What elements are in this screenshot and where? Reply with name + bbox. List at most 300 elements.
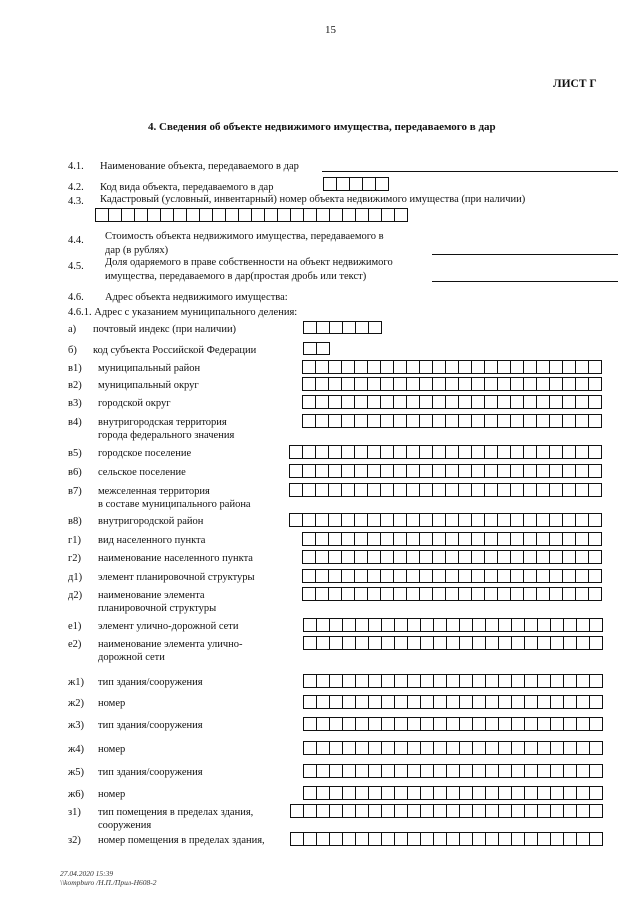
char-box[interactable] <box>471 360 485 374</box>
char-box[interactable] <box>589 618 603 632</box>
char-box[interactable] <box>380 395 394 409</box>
char-box[interactable] <box>562 464 576 478</box>
char-box[interactable] <box>445 377 459 391</box>
char-box[interactable] <box>302 532 316 546</box>
char-box[interactable] <box>289 445 303 459</box>
char-box[interactable] <box>355 618 369 632</box>
char-box[interactable] <box>316 695 330 709</box>
char-box[interactable] <box>511 717 525 731</box>
char-box[interactable] <box>341 532 355 546</box>
char-box[interactable] <box>303 674 317 688</box>
char-box[interactable] <box>458 464 472 478</box>
char-box[interactable] <box>537 804 551 818</box>
char-box[interactable] <box>550 741 564 755</box>
char-box[interactable] <box>406 532 420 546</box>
char-box[interactable] <box>315 395 329 409</box>
char-box[interactable] <box>511 674 525 688</box>
char-box[interactable] <box>328 569 342 583</box>
char-box[interactable] <box>524 674 538 688</box>
address-field-boxes[interactable] <box>302 550 602 564</box>
char-box[interactable] <box>472 764 486 778</box>
char-box[interactable] <box>459 674 473 688</box>
char-box[interactable] <box>562 377 576 391</box>
char-box[interactable] <box>355 804 369 818</box>
char-box[interactable] <box>406 395 420 409</box>
char-box[interactable] <box>368 804 382 818</box>
char-box[interactable] <box>497 483 511 497</box>
char-box[interactable] <box>562 483 576 497</box>
char-box[interactable] <box>432 569 446 583</box>
char-box[interactable] <box>511 695 525 709</box>
char-box[interactable] <box>459 832 473 846</box>
char-box[interactable] <box>393 532 407 546</box>
char-box[interactable] <box>134 208 148 222</box>
char-box[interactable] <box>316 342 330 355</box>
char-box[interactable] <box>419 360 433 374</box>
char-box[interactable] <box>523 377 537 391</box>
char-box[interactable] <box>419 377 433 391</box>
char-box[interactable] <box>302 395 316 409</box>
char-box[interactable] <box>394 741 408 755</box>
char-box[interactable] <box>458 360 472 374</box>
char-box[interactable] <box>381 717 395 731</box>
char-box[interactable] <box>302 513 316 527</box>
char-box[interactable] <box>381 674 395 688</box>
char-box[interactable] <box>329 208 343 222</box>
char-box[interactable] <box>367 377 381 391</box>
char-box[interactable] <box>394 832 408 846</box>
char-box[interactable] <box>459 741 473 755</box>
char-box[interactable] <box>523 532 537 546</box>
char-box[interactable] <box>523 395 537 409</box>
char-box[interactable] <box>536 513 550 527</box>
char-box[interactable] <box>549 483 563 497</box>
char-box[interactable] <box>484 532 498 546</box>
char-box[interactable] <box>355 208 369 222</box>
char-box[interactable] <box>562 569 576 583</box>
char-box[interactable] <box>419 445 433 459</box>
char-box[interactable] <box>498 695 512 709</box>
char-box[interactable] <box>510 532 524 546</box>
char-box[interactable] <box>432 532 446 546</box>
char-box[interactable] <box>394 764 408 778</box>
address-field-boxes[interactable] <box>303 741 603 755</box>
char-box[interactable] <box>510 513 524 527</box>
char-box[interactable] <box>381 786 395 800</box>
char-box[interactable] <box>576 674 590 688</box>
char-box[interactable] <box>328 513 342 527</box>
address-field-boxes[interactable] <box>289 445 602 459</box>
address-field-boxes[interactable] <box>303 717 603 731</box>
address-field-boxes[interactable] <box>289 513 602 527</box>
char-box[interactable] <box>550 636 564 650</box>
char-box[interactable] <box>406 569 420 583</box>
char-box[interactable] <box>354 377 368 391</box>
char-box[interactable] <box>536 395 550 409</box>
char-box[interactable] <box>303 741 317 755</box>
char-box[interactable] <box>302 414 316 428</box>
char-box[interactable] <box>523 587 537 601</box>
char-box[interactable] <box>498 618 512 632</box>
char-box[interactable] <box>524 804 538 818</box>
char-box[interactable] <box>95 208 109 222</box>
char-box[interactable] <box>380 483 394 497</box>
char-box[interactable] <box>523 513 537 527</box>
address-field-boxes[interactable] <box>290 832 603 846</box>
char-box[interactable] <box>355 764 369 778</box>
char-box[interactable] <box>432 445 446 459</box>
char-box[interactable] <box>498 786 512 800</box>
char-box[interactable] <box>419 464 433 478</box>
char-box[interactable] <box>589 695 603 709</box>
char-box[interactable] <box>303 321 317 334</box>
char-box[interactable] <box>497 569 511 583</box>
char-box[interactable] <box>406 513 420 527</box>
char-box[interactable] <box>562 550 576 564</box>
char-box[interactable] <box>537 764 551 778</box>
char-box[interactable] <box>433 674 447 688</box>
char-box[interactable] <box>238 208 252 222</box>
char-box[interactable] <box>588 360 602 374</box>
char-box[interactable] <box>342 695 356 709</box>
char-box[interactable] <box>381 695 395 709</box>
char-box[interactable] <box>394 636 408 650</box>
char-box[interactable] <box>328 414 342 428</box>
char-box[interactable] <box>588 569 602 583</box>
char-box[interactable] <box>484 464 498 478</box>
char-box[interactable] <box>459 636 473 650</box>
char-box[interactable] <box>354 550 368 564</box>
object-value-field[interactable] <box>432 254 618 255</box>
char-box[interactable] <box>420 717 434 731</box>
char-box[interactable] <box>354 569 368 583</box>
char-box[interactable] <box>537 717 551 731</box>
char-box[interactable] <box>342 618 356 632</box>
char-box[interactable] <box>537 695 551 709</box>
char-box[interactable] <box>537 786 551 800</box>
char-box[interactable] <box>497 550 511 564</box>
char-box[interactable] <box>524 717 538 731</box>
address-field-boxes[interactable] <box>290 804 603 818</box>
char-box[interactable] <box>471 395 485 409</box>
char-box[interactable] <box>536 464 550 478</box>
address-field-boxes[interactable] <box>303 342 330 355</box>
char-box[interactable] <box>315 483 329 497</box>
char-box[interactable] <box>302 550 316 564</box>
char-box[interactable] <box>367 569 381 583</box>
char-box[interactable] <box>316 832 330 846</box>
char-box[interactable] <box>484 569 498 583</box>
char-box[interactable] <box>367 587 381 601</box>
char-box[interactable] <box>354 414 368 428</box>
char-box[interactable] <box>446 695 460 709</box>
char-box[interactable] <box>289 513 303 527</box>
char-box[interactable] <box>458 445 472 459</box>
char-box[interactable] <box>524 695 538 709</box>
char-box[interactable] <box>342 804 356 818</box>
char-box[interactable] <box>588 414 602 428</box>
char-box[interactable] <box>536 414 550 428</box>
char-box[interactable] <box>497 464 511 478</box>
char-box[interactable] <box>510 395 524 409</box>
char-box[interactable] <box>575 464 589 478</box>
char-box[interactable] <box>432 587 446 601</box>
char-box[interactable] <box>575 414 589 428</box>
char-box[interactable] <box>316 717 330 731</box>
char-box[interactable] <box>549 414 563 428</box>
address-field-boxes[interactable] <box>303 786 603 800</box>
char-box[interactable] <box>419 395 433 409</box>
char-box[interactable] <box>368 717 382 731</box>
char-box[interactable] <box>485 741 499 755</box>
char-box[interactable] <box>471 445 485 459</box>
char-box[interactable] <box>485 695 499 709</box>
char-box[interactable] <box>160 208 174 222</box>
char-box[interactable] <box>406 377 420 391</box>
char-box[interactable] <box>576 764 590 778</box>
char-box[interactable] <box>354 445 368 459</box>
char-box[interactable] <box>433 764 447 778</box>
char-box[interactable] <box>550 695 564 709</box>
char-box[interactable] <box>562 587 576 601</box>
char-box[interactable] <box>524 832 538 846</box>
char-box[interactable] <box>290 832 304 846</box>
char-box[interactable] <box>354 532 368 546</box>
char-box[interactable] <box>368 636 382 650</box>
char-box[interactable] <box>380 464 394 478</box>
char-box[interactable] <box>393 377 407 391</box>
char-box[interactable] <box>575 360 589 374</box>
char-box[interactable] <box>329 804 343 818</box>
char-box[interactable] <box>588 587 602 601</box>
char-box[interactable] <box>446 764 460 778</box>
char-box[interactable] <box>316 636 330 650</box>
char-box[interactable] <box>563 764 577 778</box>
char-box[interactable] <box>549 532 563 546</box>
cadastral-number-boxes[interactable] <box>95 208 408 222</box>
char-box[interactable] <box>328 360 342 374</box>
char-box[interactable] <box>446 717 460 731</box>
char-box[interactable] <box>303 636 317 650</box>
char-box[interactable] <box>341 587 355 601</box>
char-box[interactable] <box>407 764 421 778</box>
char-box[interactable] <box>354 360 368 374</box>
char-box[interactable] <box>368 764 382 778</box>
char-box[interactable] <box>549 445 563 459</box>
char-box[interactable] <box>523 483 537 497</box>
object-type-code-boxes[interactable] <box>323 177 389 191</box>
char-box[interactable] <box>355 674 369 688</box>
char-box[interactable] <box>342 764 356 778</box>
char-box[interactable] <box>484 513 498 527</box>
char-box[interactable] <box>342 321 356 334</box>
char-box[interactable] <box>380 513 394 527</box>
char-box[interactable] <box>420 636 434 650</box>
char-box[interactable] <box>432 360 446 374</box>
address-field-boxes[interactable] <box>302 377 602 391</box>
char-box[interactable] <box>575 532 589 546</box>
char-box[interactable] <box>563 804 577 818</box>
char-box[interactable] <box>497 377 511 391</box>
char-box[interactable] <box>510 445 524 459</box>
char-box[interactable] <box>471 483 485 497</box>
char-box[interactable] <box>316 741 330 755</box>
char-box[interactable] <box>407 717 421 731</box>
char-box[interactable] <box>329 321 343 334</box>
char-box[interactable] <box>446 832 460 846</box>
char-box[interactable] <box>589 804 603 818</box>
char-box[interactable] <box>445 587 459 601</box>
char-box[interactable] <box>498 636 512 650</box>
address-field-boxes[interactable] <box>302 360 602 374</box>
char-box[interactable] <box>562 513 576 527</box>
char-box[interactable] <box>394 717 408 731</box>
char-box[interactable] <box>302 464 316 478</box>
char-box[interactable] <box>458 569 472 583</box>
char-box[interactable] <box>302 587 316 601</box>
char-box[interactable] <box>549 360 563 374</box>
char-box[interactable] <box>589 636 603 650</box>
char-box[interactable] <box>484 377 498 391</box>
char-box[interactable] <box>302 360 316 374</box>
char-box[interactable] <box>588 513 602 527</box>
char-box[interactable] <box>367 464 381 478</box>
char-box[interactable] <box>289 483 303 497</box>
char-box[interactable] <box>354 483 368 497</box>
char-box[interactable] <box>536 377 550 391</box>
char-box[interactable] <box>315 550 329 564</box>
char-box[interactable] <box>420 695 434 709</box>
char-box[interactable] <box>446 804 460 818</box>
char-box[interactable] <box>433 618 447 632</box>
char-box[interactable] <box>341 550 355 564</box>
char-box[interactable] <box>550 786 564 800</box>
char-box[interactable] <box>316 674 330 688</box>
char-box[interactable] <box>588 464 602 478</box>
char-box[interactable] <box>458 414 472 428</box>
char-box[interactable] <box>497 395 511 409</box>
char-box[interactable] <box>394 674 408 688</box>
char-box[interactable] <box>328 395 342 409</box>
char-box[interactable] <box>367 360 381 374</box>
char-box[interactable] <box>445 513 459 527</box>
char-box[interactable] <box>445 360 459 374</box>
char-box[interactable] <box>381 636 395 650</box>
char-box[interactable] <box>458 587 472 601</box>
char-box[interactable] <box>471 569 485 583</box>
char-box[interactable] <box>186 208 200 222</box>
char-box[interactable] <box>484 483 498 497</box>
char-box[interactable] <box>471 550 485 564</box>
char-box[interactable] <box>511 636 525 650</box>
char-box[interactable] <box>536 569 550 583</box>
char-box[interactable] <box>316 321 330 334</box>
char-box[interactable] <box>472 741 486 755</box>
char-box[interactable] <box>375 177 389 191</box>
char-box[interactable] <box>588 377 602 391</box>
char-box[interactable] <box>563 832 577 846</box>
char-box[interactable] <box>380 550 394 564</box>
char-box[interactable] <box>485 636 499 650</box>
char-box[interactable] <box>406 464 420 478</box>
char-box[interactable] <box>510 569 524 583</box>
char-box[interactable] <box>393 550 407 564</box>
char-box[interactable] <box>349 177 363 191</box>
char-box[interactable] <box>484 414 498 428</box>
char-box[interactable] <box>472 786 486 800</box>
char-box[interactable] <box>537 618 551 632</box>
char-box[interactable] <box>511 804 525 818</box>
address-field-boxes[interactable] <box>303 321 382 334</box>
char-box[interactable] <box>393 587 407 601</box>
char-box[interactable] <box>588 550 602 564</box>
char-box[interactable] <box>406 587 420 601</box>
char-box[interactable] <box>277 208 291 222</box>
char-box[interactable] <box>368 741 382 755</box>
char-box[interactable] <box>406 550 420 564</box>
char-box[interactable] <box>329 695 343 709</box>
char-box[interactable] <box>380 532 394 546</box>
char-box[interactable] <box>406 360 420 374</box>
char-box[interactable] <box>407 674 421 688</box>
char-box[interactable] <box>406 483 420 497</box>
char-box[interactable] <box>432 550 446 564</box>
char-box[interactable] <box>550 764 564 778</box>
char-box[interactable] <box>432 377 446 391</box>
char-box[interactable] <box>316 804 330 818</box>
char-box[interactable] <box>420 786 434 800</box>
char-box[interactable] <box>419 569 433 583</box>
char-box[interactable] <box>458 550 472 564</box>
char-box[interactable] <box>576 618 590 632</box>
char-box[interactable] <box>328 377 342 391</box>
char-box[interactable] <box>510 414 524 428</box>
char-box[interactable] <box>510 587 524 601</box>
char-box[interactable] <box>575 395 589 409</box>
char-box[interactable] <box>303 342 317 355</box>
char-box[interactable] <box>303 618 317 632</box>
char-box[interactable] <box>355 741 369 755</box>
char-box[interactable] <box>549 587 563 601</box>
char-box[interactable] <box>329 717 343 731</box>
char-box[interactable] <box>341 414 355 428</box>
char-box[interactable] <box>458 513 472 527</box>
char-box[interactable] <box>471 414 485 428</box>
char-box[interactable] <box>563 786 577 800</box>
char-box[interactable] <box>393 483 407 497</box>
address-field-boxes[interactable] <box>289 483 602 497</box>
char-box[interactable] <box>419 483 433 497</box>
char-box[interactable] <box>199 208 213 222</box>
char-box[interactable] <box>485 764 499 778</box>
char-box[interactable] <box>524 618 538 632</box>
char-box[interactable] <box>302 483 316 497</box>
char-box[interactable] <box>380 445 394 459</box>
share-field[interactable] <box>432 281 618 282</box>
char-box[interactable] <box>355 717 369 731</box>
char-box[interactable] <box>576 832 590 846</box>
char-box[interactable] <box>537 741 551 755</box>
char-box[interactable] <box>381 618 395 632</box>
char-box[interactable] <box>472 717 486 731</box>
char-box[interactable] <box>510 550 524 564</box>
char-box[interactable] <box>471 513 485 527</box>
char-box[interactable] <box>315 445 329 459</box>
char-box[interactable] <box>549 377 563 391</box>
char-box[interactable] <box>432 483 446 497</box>
char-box[interactable] <box>316 764 330 778</box>
char-box[interactable] <box>511 786 525 800</box>
